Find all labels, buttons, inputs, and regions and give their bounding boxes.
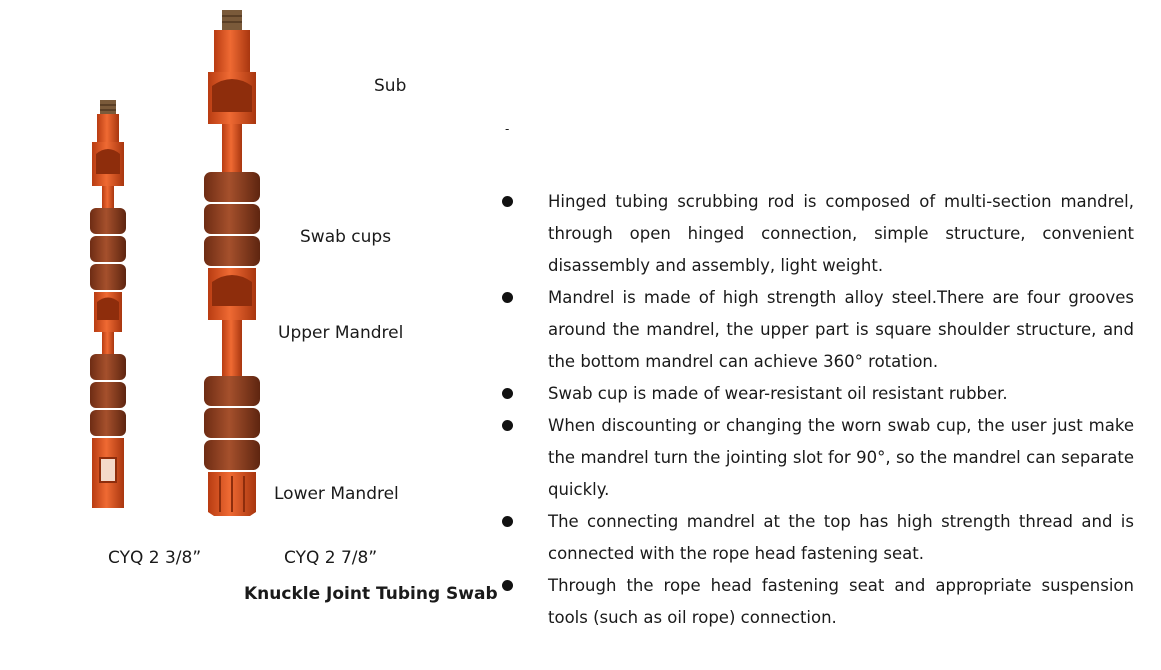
bullet-icon <box>502 388 513 399</box>
figure-title: Knuckle Joint Tubing Swab <box>244 584 498 604</box>
bullet-icon <box>502 516 513 527</box>
bullet-text: The connecting mandrel at the top has high strength thread and is connected with the rope head fastening seat. <box>548 512 1134 563</box>
dash-mark: - <box>505 122 510 136</box>
swab-tool-large-image <box>200 6 264 516</box>
bullet-icon <box>502 420 513 431</box>
list-item <box>500 506 1134 570</box>
bullet-icon <box>502 196 513 207</box>
label-swab-cups: Swab cups <box>300 227 392 247</box>
list-item <box>500 378 1134 410</box>
bullet-icon <box>502 580 513 591</box>
feature-list <box>500 186 1134 634</box>
bullet-text: Swab cup is made of wear-resistant oil resistant rubber. <box>548 384 1008 403</box>
label-sub: Sub <box>374 76 407 96</box>
label-model-large: CYQ 2 7/8” <box>284 548 378 568</box>
swab-tool-small-image <box>82 98 142 518</box>
bullet-text: Hinged tubing scrubbing rod is composed of multi-section mandrel, through open hinged connection, simple structure, convenient disassembly and assembly, light weight. <box>548 192 1134 275</box>
list-item <box>500 410 1134 506</box>
list-item <box>500 282 1134 378</box>
list-item <box>500 186 1134 282</box>
label-upper-mandrel: Upper Mandrel <box>278 323 404 343</box>
label-model-small: CYQ 2 3/8” <box>108 548 202 568</box>
bullet-text: Through the rope head fastening seat and appropriate suspension tools (such as oil rope) connection. <box>548 576 1134 627</box>
bullet-text: When discounting or changing the worn swab cup, the user just make the mandrel turn the jointing slot for 90°, so the mandrel can separate quickly. <box>548 416 1134 499</box>
bullet-icon <box>502 292 513 303</box>
bullet-text: Mandrel is made of high strength alloy steel.There are four grooves around the mandrel, the upper part is square shoulder structure, and the bottom mandrel can achieve 360° rotation. <box>548 288 1134 371</box>
list-item <box>500 570 1134 634</box>
label-lower-mandrel: Lower Mandrel <box>274 484 399 504</box>
